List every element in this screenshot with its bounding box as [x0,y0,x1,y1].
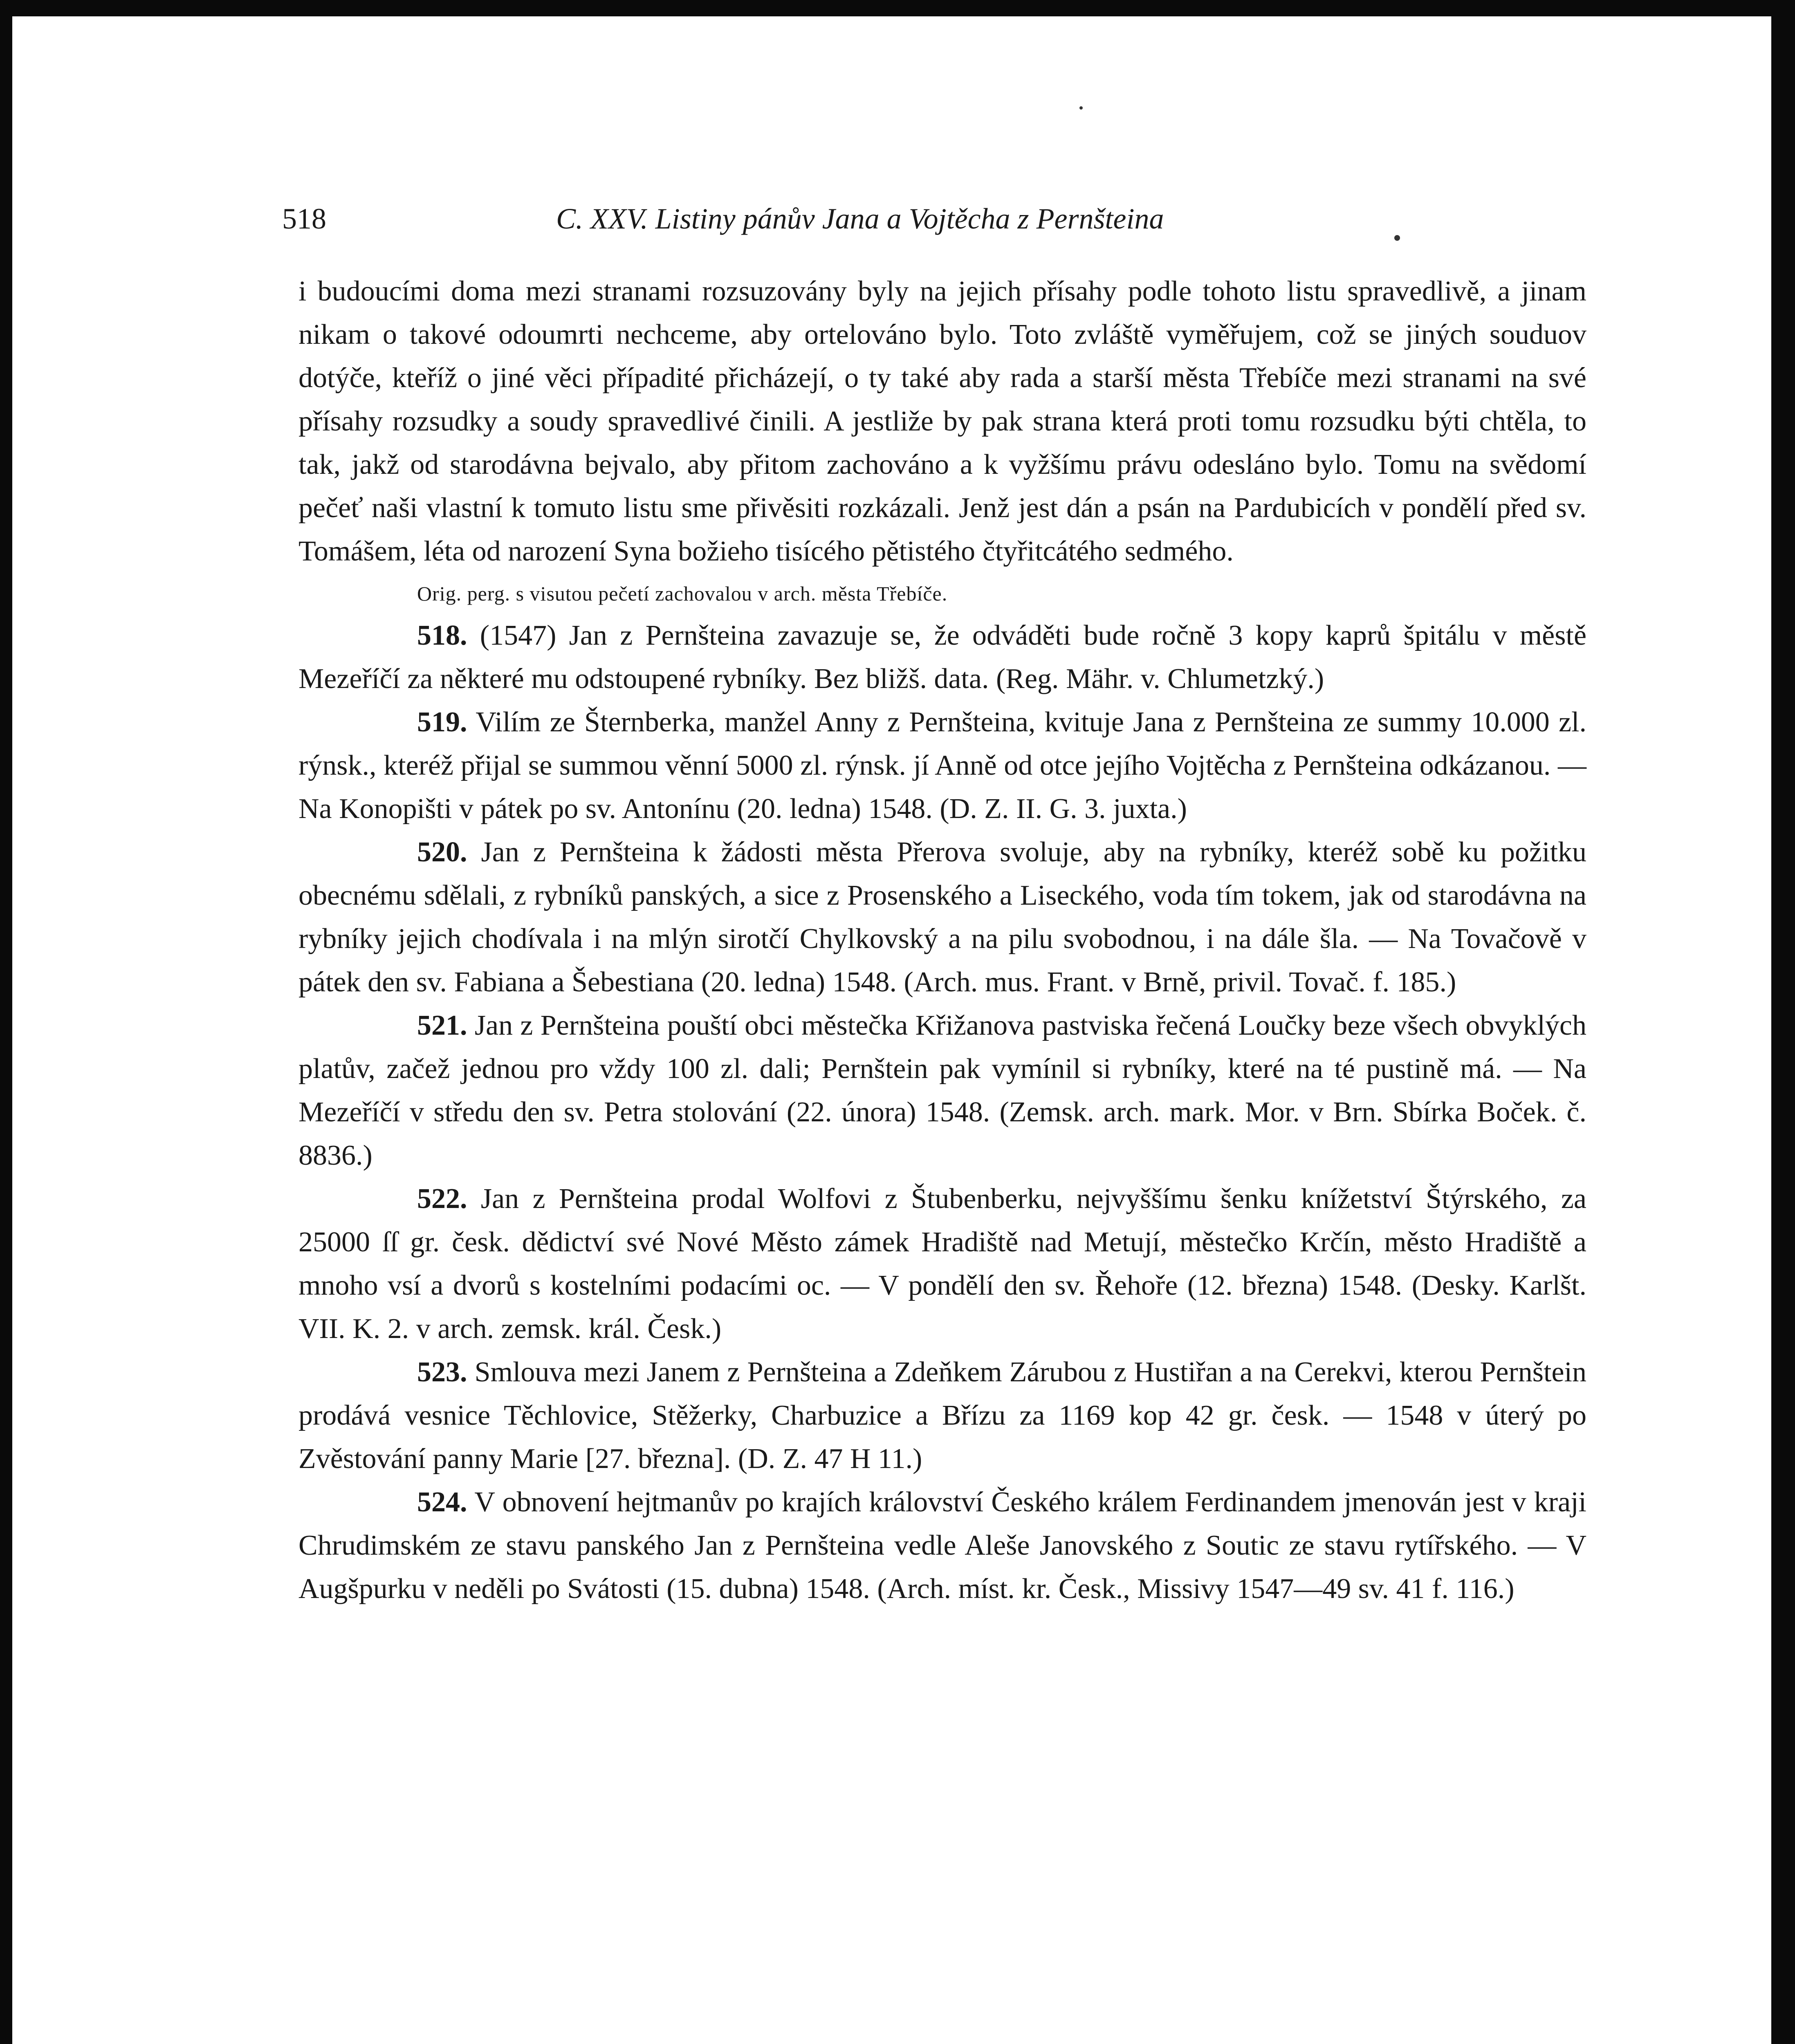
regest-entry [298,1351,1586,1481]
entry-text: Jan z Pernšteina pouští obci městečka Křižanova pastviska řečená Loučky beze všech obvyklých platův, začež jednou pro vždy 100 zl. dali; Pernštein pak vymínil si rybníky, které na té pustině má. — Na Mezeříčí v středu den sv. Petra stolování (22. února) 1548. (Zemsk. arch. mark. Mor. v Brn. Sbírka Boček. č. 8836.) [298,1010,1586,1171]
regest-entry [298,614,1586,701]
entry-text: V obnovení hejtmanův po krajích království Českého králem Ferdinandem jmenován jest v kraji Chrudimském ze stavu panského Jan z Pernšteina vedle Aleše Janovského z Soutic ze stavu rytířského. — V Augšpurku v neděli po Svátosti (15. dubna) 1548. (Arch. míst. kr. Česk., Missivy 1547—49 sv. 41 f. 116.) [298,1486,1586,1605]
regest-entry [298,831,1586,1004]
regest-entry [298,701,1586,831]
entry-number: 518. [417,620,467,651]
regest-entry [298,1481,1586,1611]
entry-text: Vilím ze Šternberka, manžel Anny z Pernšteina, kvituje Jana z Pernšteina ze summy 10.000 zl. rýnsk., kteréž přijal se summou věnní 5000 zl. rýnsk. jí Anně od otce jejího Vojtěcha z Pernšteina odkázanou. — Na Konopišti v pátek po sv. Antonínu (20. ledna) 1548. (D. Z. II. G. 3. juxta.) [298,706,1586,825]
entry-number: 519. [417,706,467,738]
entry-number: 520. [417,836,467,868]
entry-text: Jan z Pernšteina prodal Wolfovi z Štubenberku, nejvyššímu šenku knížetství Štýrského, za 25000 ſſ gr. česk. dědictví své Nové Město zámek Hradiště nad Metují, městečko Krčín, město Hradiště a mnoho vsí a dvorů s kostelními podacími oc. — V pondělí den sv. Řehoře (12. března) 1548. (Desky. Karlšt. VII. K. 2. v arch. zemsk. král. Česk.) [298,1183,1586,1345]
entry-number: 522. [417,1183,467,1215]
running-title: C. XXV. Listiny pánův Jana a Vojtěcha z Pernšteina [556,202,1164,235]
intro-paragraph: i budoucími doma mezi stranami rozsuzovány byly na jejich přísahy podle tohoto listu spravedlivě, a jinam nikam o takové odoumrti nechceme, aby ortelováno bylo. Toto zvláště vyměřujem, což se jiných souduov dotýče, kteříž o jiné věci případité přicházejí, o ty také aby rada a starší města Třebíče mezi stranami na své přísahy rozsudky a soudy spravedlivé činili. A jestliže by pak strana která proti tomu rozsudku býti chtěla, to tak, jakž od starodávna bejvalo, aby přitom zachováno a k vyžšímu právu odesláno bylo. Tomu na svědomí pečeť naši vlastní k tomuto listu sme přivěsiti rozkázali. Jenž jest dán a psán na Pardubicích v pondělí před sv. Tomášem, léta od narození Syna božieho tisícého pětistého čtyřitcátého sedmého. [298,276,1586,567]
scan-border-top [0,0,1795,16]
running-head [282,196,1586,241]
regest-entry [298,1177,1586,1351]
page-number: 518 [282,202,326,235]
scan-speck [1079,106,1083,110]
page-content [282,196,1587,1611]
entry-number: 521. [417,1010,467,1041]
entry-number: 524. [417,1486,467,1518]
entry-text: Smlouva mezi Janem z Pernšteina a Zdeňkem Zárubou z Hustiřan a na Cerekvi, kterou Pernštein prodává vesnice Těchlovice, Stěžerky, Charbuzice a Břízu za 1169 kop 42 gr. česk. — 1548 v úterý po Zvěstování panny Marie [27. března]. (D. Z. 47 H 11.) [298,1356,1587,1475]
entry-text: (1547) Jan z Pernšteina zavazuje se, že odváděti bude ročně 3 kopy kaprů špitálu v městě Mezeříčí za některé mu odstoupené rybníky. Bez bližš. data. (Reg. Mähr. v. Chlumetzký.) [298,620,1587,695]
source-note: Orig. perg. s visutou pečetí zachovalou v arch. města Třebíče. [417,582,948,605]
entry-text: Jan z Pernšteina k žádosti města Přerova svoluje, aby na rybníky, kteréž sobě ku požitku obecnému sdělali, z rybníků panských, a sice z Prosenského a Liseckého, voda tím tokem, jak od starodávna na rybníky jejich chodívala i na mlýn sirotčí Chylkovský a na pilu svobodnou, i na dále šla. — Na Tovačově v pátek den sv. Fabiana a Šebestiana (20. ledna) 1548. (Arch. mus. Frant. v Brně, privil. Tovač. f. 185.) [298,836,1587,998]
body-text [298,270,1586,1611]
scan-border-right [1771,0,1795,2044]
scan-border-left [0,0,12,2044]
regest-entry [298,1004,1586,1177]
entry-number: 523. [417,1356,467,1388]
